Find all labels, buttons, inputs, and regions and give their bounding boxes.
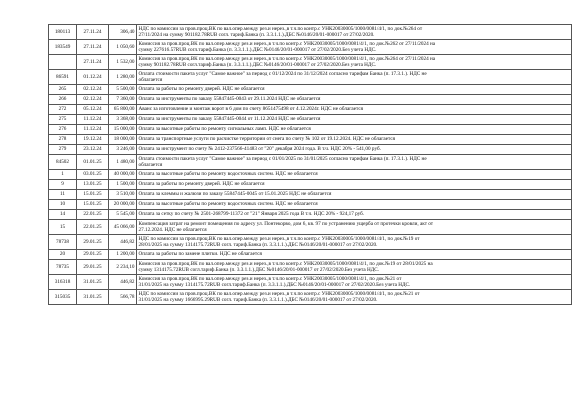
table-row xyxy=(49,85,572,95)
purpose-cell: НДС по комиссии за пров.проц.ВК по вал.опер.между рез.и нерез.,в т.ч.по контр.с УНК20030005/1000/0081/4/1, по док.№264 от 27/11/2024 на сумму 901182.78RUB согл. тариф.Банка (п. 3.3.1.1.).ДБС №0146/20/01-000017 от 27/02/2020. xyxy=(137,25,572,40)
doc-number-cell: 272 xyxy=(49,105,77,115)
amount-cell: 5 545,00 xyxy=(109,210,137,220)
date-cell: 31.01.25 xyxy=(77,275,109,290)
purpose-cell: Оплата за высотные работы по ремонту сигнальных ламп. НДС не облагается xyxy=(137,125,572,135)
purpose-cell: Оплата за работы по ремонту дверей. НДС не облагается xyxy=(137,85,572,95)
table-row xyxy=(49,25,572,40)
doc-number-cell: 10 xyxy=(49,200,77,210)
purpose-cell: Оплата за инструменты по заказу 55847445-0044 от 11.12.2024 НДС не облагается xyxy=(137,115,572,125)
table-row xyxy=(49,260,572,275)
doc-number-cell: 78738 xyxy=(49,235,77,250)
table-row xyxy=(49,290,572,305)
date-cell: 15.01.25 xyxy=(77,200,109,210)
amount-cell: 1 500,00 xyxy=(109,180,137,190)
amount-cell: 15 000,00 xyxy=(109,125,137,135)
amount-cell: 3 510,00 xyxy=(109,190,137,200)
amount-cell: 306,40 xyxy=(109,25,137,40)
doc-number-cell: 275 xyxy=(49,115,77,125)
doc-number-cell: 276 xyxy=(49,125,77,135)
table-row xyxy=(49,180,572,190)
purpose-cell: Оплата за транспортные услуги по расчистке территории от снега по счету № 102 от 19.12.2024. НДС не облагается xyxy=(137,135,572,145)
doc-number-cell: 266 xyxy=(49,95,77,105)
purpose-cell: Оплата за инструмент по счету № 2412-237566-41483 от "20" декабря 2024 года. В т.ч. НДС 20% - 541,00 руб. xyxy=(137,145,572,155)
table-row xyxy=(49,135,572,145)
doc-number-cell: 78735 xyxy=(49,260,77,275)
purpose-cell: Комиссия за пров.проц.ВК по вал.опер.между рез.и нерез.,в т.ч.по контр.с УНК20030005/1000/0081/4/1, по док.№19 от 28/01/2025 на сумму 1314175.72RUB согл.тариф.Банка (п. 3.3.1.1.).ДБС №0146/20/01-000017 от 27/02/2020.Без учета НДС. xyxy=(137,260,572,275)
amount-cell: 3 246,00 xyxy=(109,145,137,155)
doc-number-cell: 20 xyxy=(49,250,77,260)
date-cell: 01.01.25 xyxy=(77,155,109,170)
date-cell: 11.12.24 xyxy=(77,115,109,125)
doc-number-cell: 15 xyxy=(49,220,77,235)
payments-table xyxy=(48,24,572,305)
table-row xyxy=(49,200,572,210)
date-cell: 05.12.24 xyxy=(77,105,109,115)
amount-cell: 1 480,00 xyxy=(109,155,137,170)
doc-number-cell: 180113 xyxy=(49,25,77,40)
date-cell: 01.12.24 xyxy=(77,70,109,85)
amount-cell: 20 000,00 xyxy=(109,200,137,210)
doc-number-cell: 265 xyxy=(49,85,77,95)
table-row xyxy=(49,105,572,115)
amount-cell: 446,82 xyxy=(109,235,137,250)
amount-cell: 40 000,00 xyxy=(109,170,137,180)
date-cell: 13.01.25 xyxy=(77,180,109,190)
date-cell: 22.01.25 xyxy=(77,220,109,235)
table-row xyxy=(49,170,572,180)
doc-number-cell: 9 xyxy=(49,180,77,190)
payments-table-body xyxy=(49,25,572,305)
date-cell: 11.12.24 xyxy=(77,125,109,135)
purpose-cell: Оплата за клеммы и жалюзи по заказу 55847445-0045 от 15.01.2025 НДС не облагается xyxy=(137,190,572,200)
table-row xyxy=(49,145,572,155)
purpose-cell: Оплата стоимости пакета услуг "Самое важное" за период с 01/12/2024 по 31/12/2024 согласно тарифам Банка (п. 17.3.1.). НДС не облагается xyxy=(137,70,572,85)
table-row xyxy=(49,115,572,125)
doc-number-cell: 86591 xyxy=(49,70,77,85)
doc-number-cell: 1 xyxy=(49,170,77,180)
table-row xyxy=(49,220,572,235)
statement-page xyxy=(48,24,572,305)
date-cell: 27.11.24 xyxy=(77,55,109,70)
date-cell: 02.12.24 xyxy=(77,95,109,105)
doc-number-cell: 14 xyxy=(49,210,77,220)
date-cell: 23.12.24 xyxy=(77,145,109,155)
table-row xyxy=(49,40,572,55)
purpose-cell: Комиссия за пров.проц.ВК по вал.опер.между рез.и нерез.,в т.ч.по контр.с УНК20030005/1000/0081/4/1, по док.№264 от 27/11/2024 на сумму 901182.78RUB согл.тариф.Банка (п. 3.3.1.1.).ДБС №0146/20/01-000017 от 27/02/2020.Без учета НДС. xyxy=(137,55,572,70)
table-row xyxy=(49,275,572,290)
purpose-cell: Компенсация затрат на ремонт помещения по адресу ул. Понтекорво, дом 6, кв. 97 по устранению ущерба от протечки кровли, акт от 27.12.2024. НДС не облагается xyxy=(137,220,572,235)
amount-cell: 3 368,00 xyxy=(109,115,137,125)
purpose-cell: Оплата за сетку по счету № 2501-268799-11372 от "21" Января 2025 года В т.ч. НДС 20% - 924,17 руб. xyxy=(137,210,572,220)
table-row xyxy=(49,190,572,200)
amount-cell: 1 050,60 xyxy=(109,40,137,55)
doc-number-cell: 11 xyxy=(49,190,77,200)
purpose-cell: Оплата стоимости пакета услуг "Самое важное" за период с 01/01/2025 по 31/01/2025 согласно тарифам Банка (п. 17.3.1.). НДС не облагается xyxy=(137,155,572,170)
date-cell: 27.11.24 xyxy=(77,40,109,55)
date-cell: 27.11.24 xyxy=(77,25,109,40)
doc-number-cell: 183549 xyxy=(49,40,77,55)
amount-cell: 1 280,00 xyxy=(109,70,137,85)
purpose-cell: Оплата за работы по замене плитки. НДС не облагается xyxy=(137,250,572,260)
table-row xyxy=(49,55,572,70)
amount-cell: 18 000,00 xyxy=(109,135,137,145)
date-cell: 22.01.25 xyxy=(77,210,109,220)
purpose-cell: Комиссия за пров.проц.ВК по вал.опер.между рез.и нерез.,в т.ч.по контр.с УНК20030005/1000/0081/4/1, по док.№262 от 27/11/2024 на сумму 227616.57RUB согл.тариф.Банка (п. 3.3.1.1.).ДБС №0146/20/01-000017 от 27/02/2020.Без учета НДС. xyxy=(137,40,572,55)
date-cell: 31.01.25 xyxy=(77,290,109,305)
table-row xyxy=(49,210,572,220)
purpose-cell: Комиссия за пров.проц.ВК по вал.опер.между рез.и нерез.,в т.ч.по контр.с УНК20030005/1000/0081/4/1, по док.№21 от 31/01/2025 на сумму 1314175.72RUB согл.тариф.Банка (п. 3.3.1.1.).ДБС №0146/20/01-000017 от 27/02/2020.Без учета НДС. xyxy=(137,275,572,290)
table-row xyxy=(49,125,572,135)
purpose-cell: Оплата за инструменты по заказу 55847445-0043 от 29.11.2024 НДС не облагается xyxy=(137,95,572,105)
amount-cell: 45 066,00 xyxy=(109,220,137,235)
table-row xyxy=(49,235,572,250)
amount-cell: 446,82 xyxy=(109,275,137,290)
amount-cell: 1 532,00 xyxy=(109,55,137,70)
date-cell: 29.01.25 xyxy=(77,250,109,260)
purpose-cell: Оплата за высотные работы по ремонту водосточных систем. НДС не облагается xyxy=(137,170,572,180)
purpose-cell: Оплата за работы по ремонту дверей. НДС не облагается xyxy=(137,180,572,190)
date-cell: 03.01.25 xyxy=(77,170,109,180)
amount-cell: 5 500,00 xyxy=(109,85,137,95)
purpose-cell: Оплата за высотные работы по ремонту водосточных систем. НДС не облагается xyxy=(137,200,572,210)
table-row xyxy=(49,250,572,260)
date-cell: 19.12.24 xyxy=(77,135,109,145)
date-cell: 02.12.24 xyxy=(77,85,109,95)
date-cell: 29.01.25 xyxy=(77,260,109,275)
doc-number-cell: 279 xyxy=(49,145,77,155)
doc-number-cell: 278 xyxy=(49,135,77,145)
amount-cell: 2 234,10 xyxy=(109,260,137,275)
date-cell: 29.01.25 xyxy=(77,235,109,250)
table-row xyxy=(49,95,572,105)
amount-cell: 1 200,00 xyxy=(109,250,137,260)
amount-cell: 65 800,00 xyxy=(109,105,137,115)
table-row xyxy=(49,70,572,85)
doc-number-cell: 316318 xyxy=(49,275,77,290)
amount-cell: 566,78 xyxy=(109,290,137,305)
purpose-cell: НДС по комиссии за пров.проц.ВК по вал.опер.между рез.и нерез.,в т.ч.по контр.с УНК20030005/1000/0081/4/1, по док.№21 от 31/01/2025 на сумму 1666995.29RUB согл. тариф.Банка (п. 3.3.1.1.).ДБС №0146/20/01-000017 от 27/02/2020. xyxy=(137,290,572,305)
doc-number-cell: 315035 xyxy=(49,290,77,305)
amount-cell: 7 360,00 xyxy=(109,95,137,105)
doc-number-cell xyxy=(49,55,77,70)
table-row xyxy=(49,155,572,170)
doc-number-cell: 84502 xyxy=(49,155,77,170)
date-cell: 15.01.25 xyxy=(77,190,109,200)
purpose-cell: Аванс за изготовление и монтаж ворот в 6 дом по счету 8651475498 от 4.12.2024г. НДС не облагается xyxy=(137,105,572,115)
purpose-cell: НДС по комиссии за пров.проц.ВК по вал.опер.между рез.и нерез.,в т.ч.по контр.с УНК20030005/1000/0081/4/1, по док.№19 от 28/01/2025 на сумму 1314175.72RUB согл. тариф.Банка (п. 3.3.1.1.).ДБС №0146/20/01-000017 от 27/02/2020. xyxy=(137,235,572,250)
